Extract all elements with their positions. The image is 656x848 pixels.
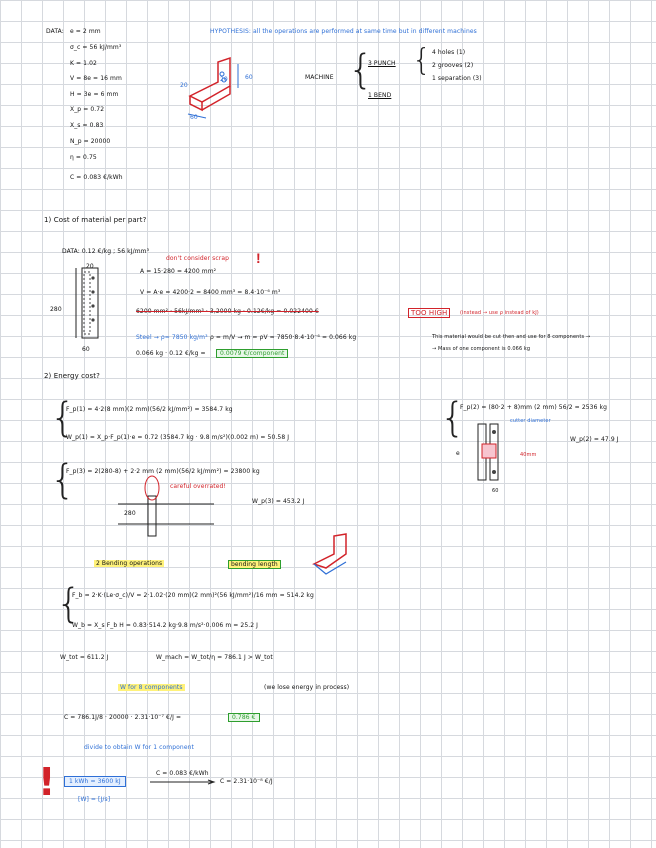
bending-length-label: bending length [228,560,281,569]
ops-brace: { [412,43,432,78]
w-8-components: W for 8 components [120,684,183,691]
op1-force: F_p(1) = 4·2(8 mm)(2 mm)(56/2 kJ/mm²) = 3584.7 kg [66,406,233,413]
data-line-9: η = 0.75 [70,154,97,161]
data-line-1: e = 2 mm [70,28,101,35]
op2-force: F_p(2) = (80·2 + 8)mm (2 mm) 56/2 = 2536 kg [460,404,607,411]
cutter-note: cutter diameter [510,418,551,424]
kwh-conversion: 1 kWh = 3600 kJ [64,776,126,787]
energy-loss-note: (we lose energy in process) [264,684,350,691]
data-line-4: V = 8e = 16 mm [70,75,122,82]
bending-work: W_b = X_s F_b H = 0.83·514.2 kg·9.8 m/s²·0.006 m = 25.2 J [72,622,259,629]
s1-scrap-note: don't consider scrap [166,255,230,262]
mat-cost: 0.066 kg · 0.12 €/kg = [136,350,206,357]
machine-bend: 1 BEND [368,92,392,99]
conversion-arrow [150,780,216,784]
data-line-6: X_p = 0.72 [70,106,105,113]
separation-sketch [118,472,218,542]
data-line-7: X_s = 0.83 [70,122,104,129]
groove-dim-60: 60 [492,488,499,494]
machine-op-2: 2 grooves (2) [432,62,474,69]
right-note-2: → Mass of one component is 0.066 kg [432,346,531,352]
op3-work: W_p(3) = 453.2 J [252,498,305,505]
strip-dim-height: 280 [50,306,62,313]
cost-formula: C = 786.1J/8 · 20000 · 2.31·10⁻⁷ €/J = [64,714,182,721]
warning-icon: ! [256,250,261,266]
mass-calc: ρ = m/V → m = ρV = 7850·8.4·10⁻⁶ = 0.066 kg [210,334,357,341]
data-line-8: N_p = 20000 [70,138,111,145]
bracket-dim-left: 20 [180,82,188,89]
c-result: C = 2.31·10⁻⁸ €/J [220,778,273,785]
bracket-sketch [178,58,268,118]
bracket-dim-bottom: 60 [190,114,198,121]
w-unit: [W] = [J/s] [78,796,111,803]
hypothesis-note: HYPOTHESIS: all the operations are performed at same time but in different machines [210,28,477,35]
s1-volume: V = A·e = 4200·2 = 8400 mm³ = 8.4·10⁻⁶ m³ [140,289,281,296]
machine-brace: { [348,47,374,93]
groove-dim-e: e [456,450,460,457]
data-line-2: σ_c = 56 kJ/mm³ [70,44,122,51]
careful-note: careful overrated! [170,483,226,490]
op1-work: W_p(1) = X_p·F_p(1)·e = 0.72 (3584.7 kg · 9.8 m/s²)(0.002 m) = 50.58 J [66,434,290,441]
op1-brace: { [50,395,76,441]
machine-label: MACHINE [305,74,334,81]
bracket-dim-right: 60 [245,74,253,81]
s1-mass-struck: 6200 mm² · 56kJ/mm³ · 3,2000 kg · 0.12€/kg = 0.022400 € [136,308,319,315]
big-warning-icon: ! [38,760,56,804]
groove-dim-40: 40mm [520,452,537,458]
op2-brace: { [440,395,466,441]
machine-op-3: 1 separation (3) [432,75,482,82]
c-label: C = 0.083 €/kWh [156,770,209,777]
machine-op-1: 4 holes (1) [432,49,466,56]
bending-label: 2 Bending operations [96,560,163,567]
s1-data-line: DATA: 0.12 €/kg ; 56 kJ/mm³ [62,248,150,255]
bending-brace: { [56,581,82,627]
data-line-5: H = 3e = 6 mm [70,91,119,98]
data-label: DATA: [46,28,64,35]
s1-area: A = 15·280 = 4200 mm² [140,268,217,275]
op3-force: F_p(3) = 2(280-8) + 2·2 mm (2 mm)(56/2 kJ/mm²) = 23800 kg [66,468,260,475]
too-high-label: TOO HIGH [408,308,450,318]
strip-height-arrow [74,268,78,340]
bending-force: F_b = 2·K·(Le·σ_c)/V = 2·1.02·(20 mm)(2 mm)²(56 kJ/mm²)/16 mm = 514.2 kg [72,592,314,599]
too-high-note: (instead → use ρ instead of kJ) [460,310,539,316]
machine-punch: 3 PUNCH [368,60,396,67]
op3-brace: { [50,457,76,503]
mat-cost-result: 0.0079 €/component [216,349,288,358]
data-line-10: C = 0.083 €/kWh [70,174,123,181]
right-note-1: This material would be cut then and use for 8 components → [432,334,591,340]
w-total: W_tot = 611.2 J [60,654,109,661]
section-2-title: 2) Energy cost? [44,372,100,380]
data-line-3: K = 1.02 [70,60,97,67]
groove-sketch [470,424,510,484]
section-1-title: 1) Cost of material per part? [44,216,147,224]
strip-dim-top: 20 [86,263,94,270]
op2-work: W_p(2) = 47.9 J [570,436,619,443]
separation-dim-280: 280 [124,510,136,517]
cost-result: 0.786 € [228,713,260,722]
bracket-dim-in: 20 [220,76,228,83]
strip-dim-width: 60 [82,346,90,353]
w-machine: W_mach = W_tot/η = 786.1 J > W_tot [156,654,273,661]
bend-bracket-sketch [310,534,354,578]
sheet-strip-sketch [78,268,108,340]
divide-note: divide to obtain W for 1 component [84,744,194,751]
steel-rho: Steel → ρ= 7850 kg/m³ [136,334,208,341]
